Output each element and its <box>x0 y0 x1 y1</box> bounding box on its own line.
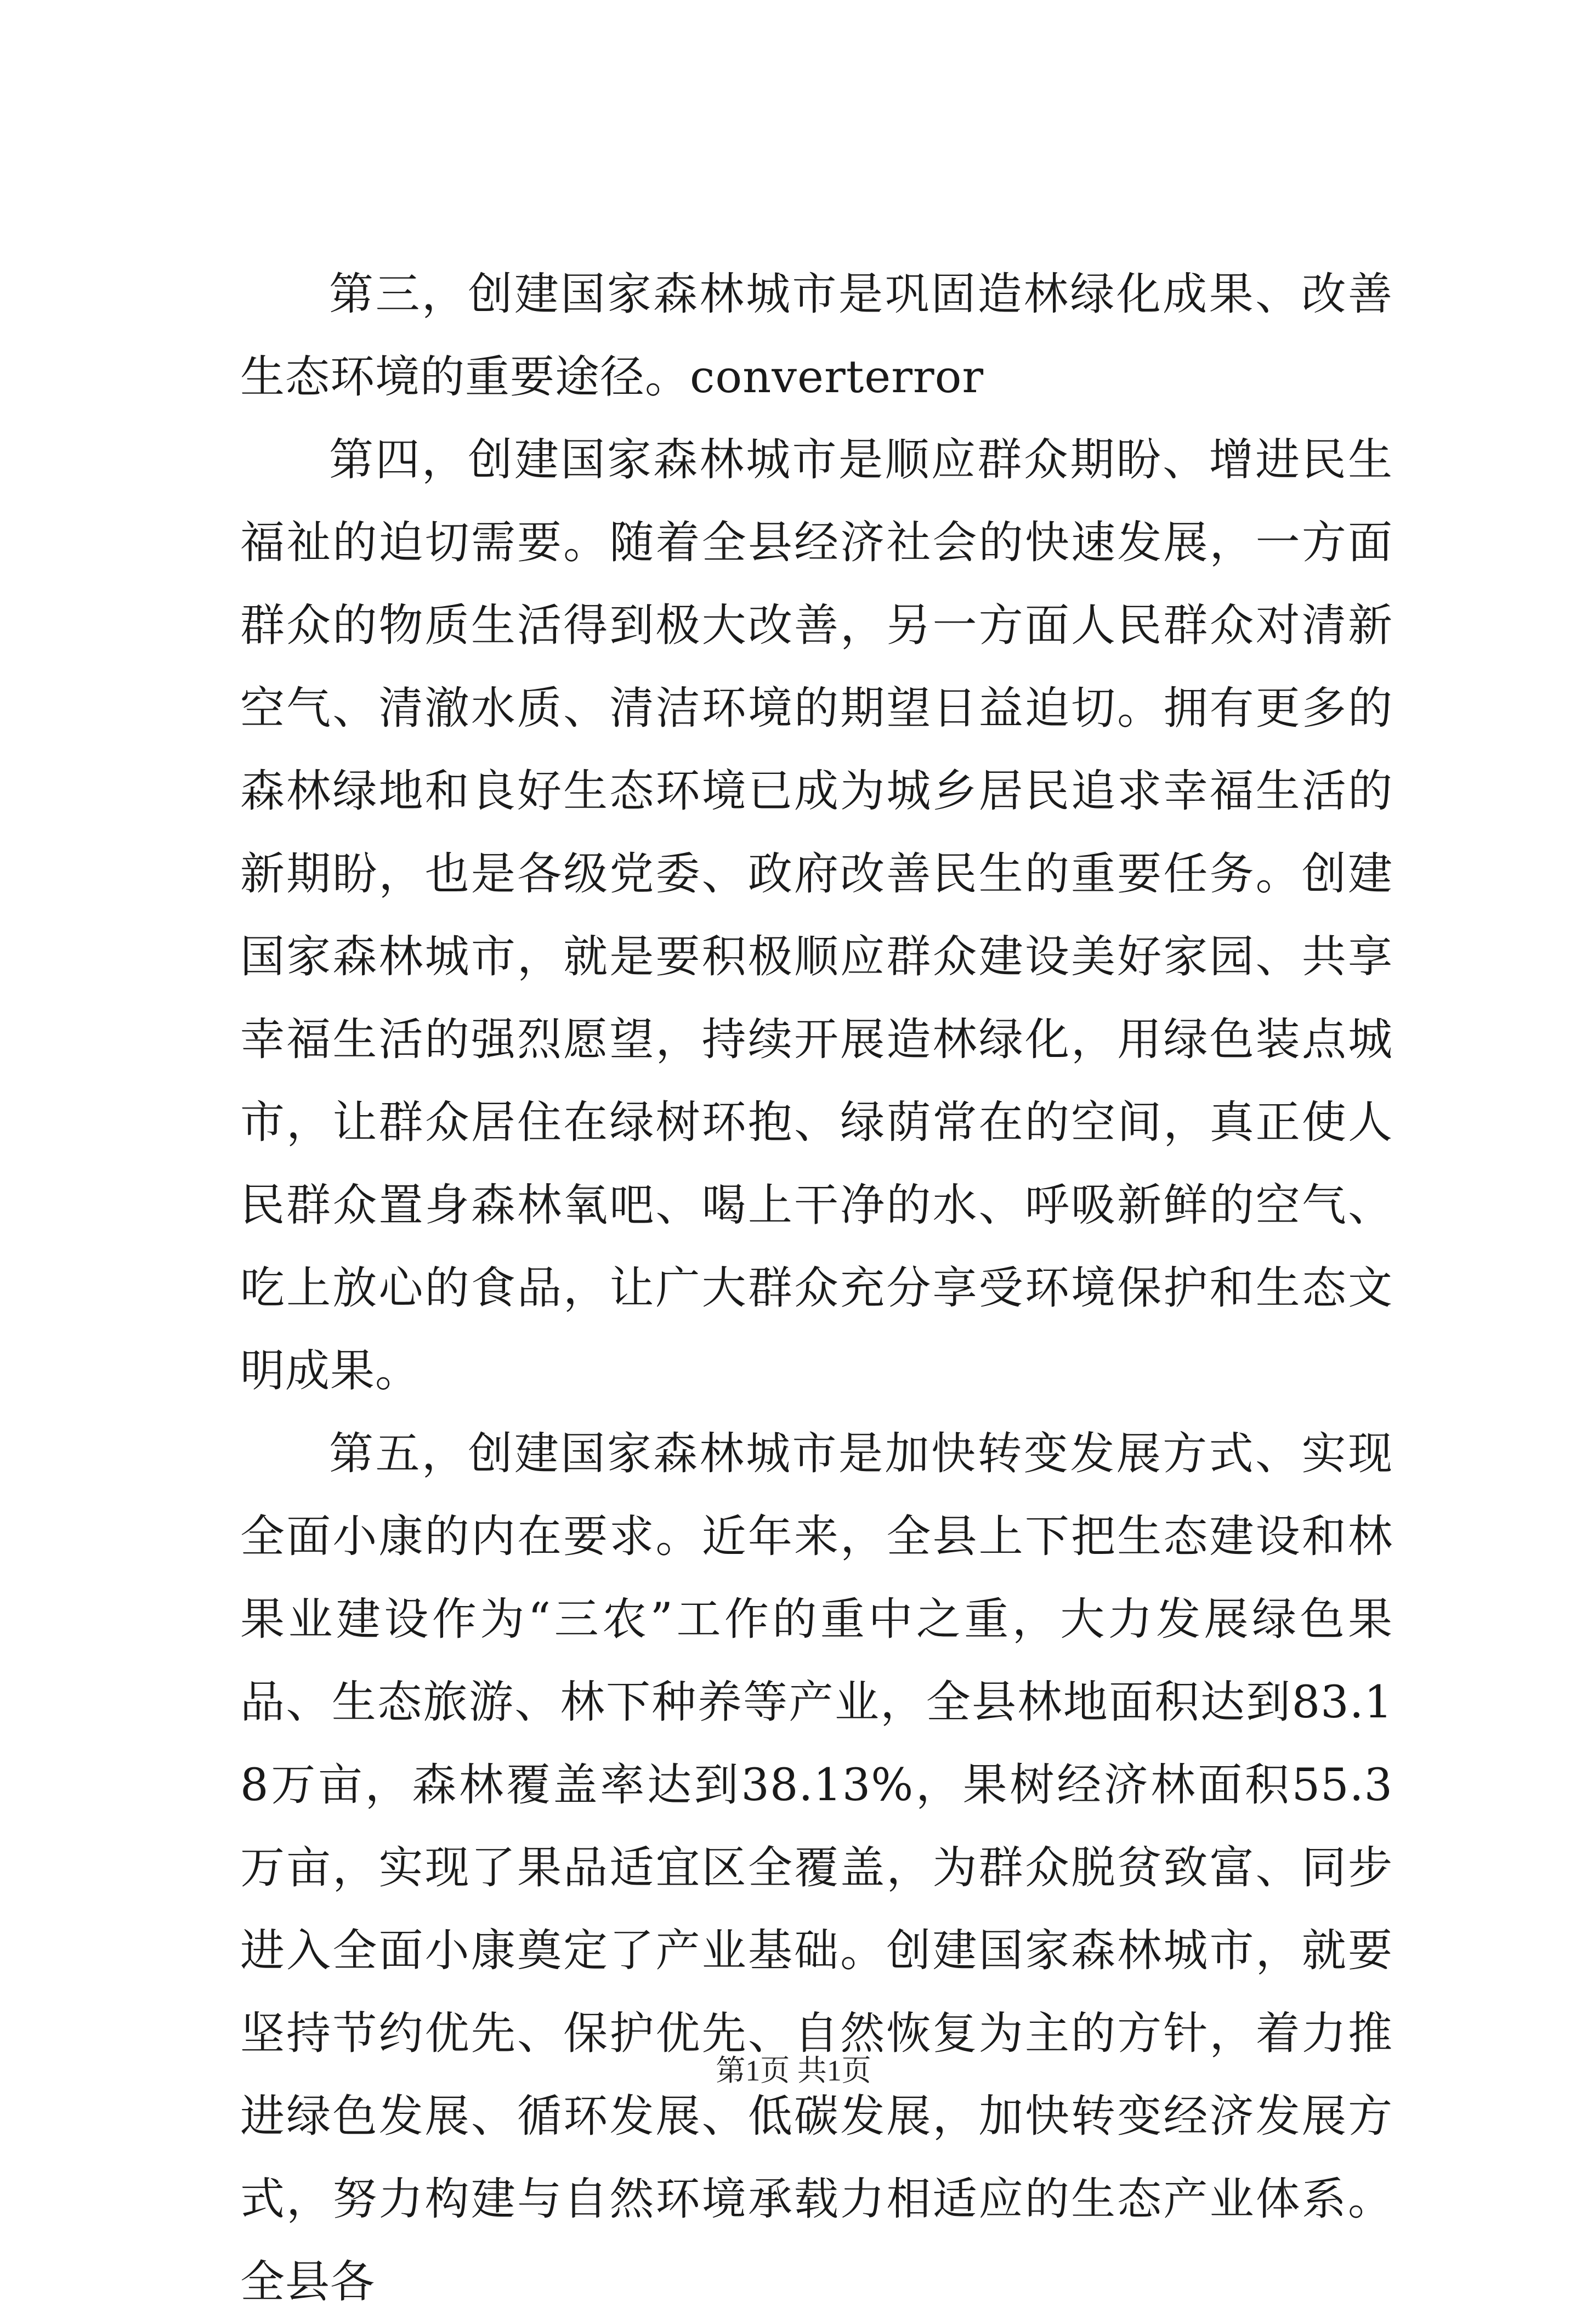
document-body <box>240 253 1393 2324</box>
page-number-footer: 第1页 共1页 <box>716 2054 871 2087</box>
paragraph-fourth: 第四，创建国家森林城市是顺应群众期盼、增进民生福祉的迫切需要。随着全县经济社会的快速发展，一方面群众的物质生活得到极大改善，另一方面人民群众对清新空气、清澈水质、清洁环境的期望日益迫切。拥有更多的森林绿地和良好生态环境已成为城乡居民追求幸福生活的新期盼，也是各级党委、政府改善民生的重要任务。创建国家森林城市，就是要积极顺应群众建设美好家园、共享幸福生活的强烈愿望，持续开展造林绿化，用绿色装点城市，让群众居住在绿树环抱、绿荫常在的空间，真正使人民群众置身森林氧吧、喝上干净的水、呼吸新鲜的空气、吃上放心的食品，让广大群众充分享受环境保护和生态文明成果。 <box>240 434 1393 1397</box>
paragraph-fifth: 第五，创建国家森林城市是加快转变发展方式、实现全面小康的内在要求。近年来，全县上下把生态建设和林果业建设作为“三农”工作的重中之重，大力发展绿色果品、生态旅游、林下种养等产业，全县林地面积达到83.18万亩，森林覆盖率达到38.13%，果树经济林面积55.3万亩，实现了果品适宜区全覆盖，为群众脱贫致富、同步进入全面小康奠定了产业基础。创建国家森林城市，就要坚持节约优先、保护优先、自然恢复为主的方针，着力推进绿色发展、循环发展、低碳发展，加快转变经济发展方式，努力构建与自然环境承载力相适应的生态产业体系。全县各 <box>240 1428 1393 2308</box>
paragraph-third: 第三，创建国家森林城市是巩固造林绿化成果、改善生态环境的重要途径。converterror <box>240 269 1393 403</box>
